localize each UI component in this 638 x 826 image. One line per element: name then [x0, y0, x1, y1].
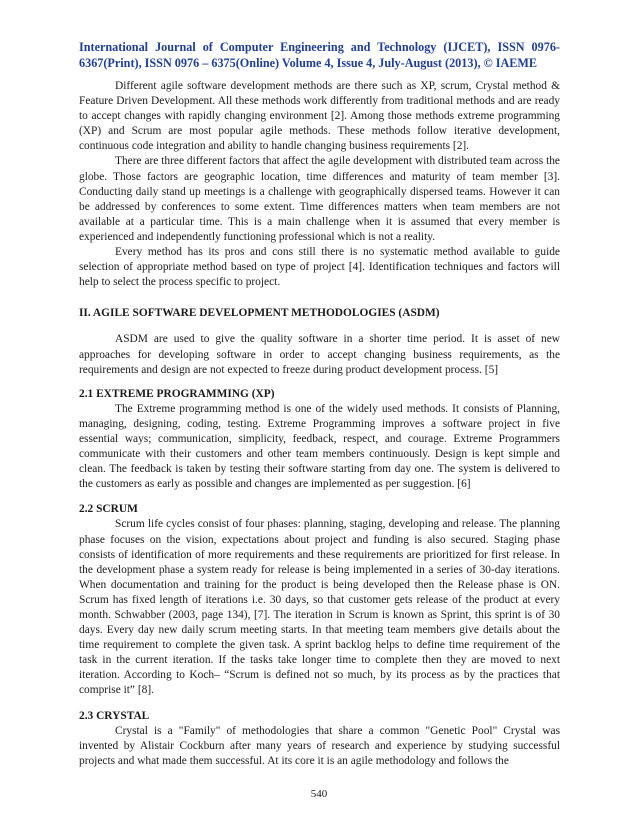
- intro-paragraph-2: There are three different factors that affect the agile development with distributed team across the globe. Those factors are geographic location, time differences and maturity of team member [3]. Conducting daily stand up meetings is a challenge with geographically dispersed teams. However it can be addressed by conferences to some extent. Time differences matters when team members are not available at a particular time. This is a main challenge when it is assumed that every member is experienced and independently functioning professional which is not a reality.: [79, 155, 560, 243]
- intro-paragraph-3: Every method has its pros and cons still there is no systematic method available to guide selection of appropriate method based on type of project [4]. Identification techniques and factors will help to select the process specific to project.: [79, 246, 560, 289]
- asdm-paragraph: ASDM are used to give the quality software in a shorter time period. It is asset of new approaches for developing software in order to accept changing business requirements, as the requirements and design are not expected to freeze during product development process. [5]: [79, 333, 560, 376]
- section-heading-asdm: II. AGILE SOFTWARE DEVELOPMENT METHODOLOGIES (ASDM): [79, 307, 440, 320]
- intro-paragraph-1: Different agile software development methods are there such as XP, scrum, Crystal method & Feature Driven Development. All these methods work differently from traditional methods and are ready to accept changes with rapidly changing environment [2]. Among those methods extreme programming (XP) and Scrum are most popular agile methods. These methods follow iterative development, continuous code integration and ability to handle changing business requirements [2].: [79, 80, 560, 153]
- subsection-heading-xp: 2.1 EXTREME PROGRAMMING (XP): [79, 387, 275, 400]
- scrum-paragraph: Scrum life cycles consist of four phases: planning, staging, developing and release. The planning phase focuses on the vision, expectations about project and funding is also secured. Staging phase consists of identification of more requirements and these requirements are prioritized for first release. In the development phase a system ready for release is being implemented in a series of 30-day iterations. When documentation and training for the product is being developed then the Release phase is ON. Scrum has fixed length of iterations i.e. 30 days, so that customer gets release of the product at every month. Schwabber (2003, page 134), [7]. The iteration in Scrum is known as Sprint, this sprint is of 30 days. Every day new daily scrum meeting starts. In that meeting team members give details about the time requirement to complete the given task. A sprint backlog helps to define time requirement of the task in the current iteration. If the tasks take longer time to complete then they are moved to next iteration. According to Koch– “Scrum is defined not so much, by its process as by the practices that comprise it” [8].: [79, 518, 560, 697]
- page-number: 540: [310, 788, 328, 800]
- journal-header: International Journal of Computer Engineering and Technology (IJCET), ISSN 0976-6367(Print), ISSN 0976 – 6375(Online) Volume 4, Issue 4, July-August (2013), © IAEME: [79, 40, 560, 70]
- subsection-heading-scrum: 2.2 SCRUM: [79, 503, 138, 516]
- crystal-paragraph: Crystal is a "Family" of methodologies that share a common "Genetic Pool" Crystal was invented by Alistair Cockburn after many years of research and experience by studying successful projects and what made them successful. At its core it is an agile methodology and follows the: [79, 724, 560, 767]
- xp-paragraph: The Extreme programming method is one of the widely used methods. It consists of Planning, managing, designing, coding, testing. Extreme Programming improves a software project in five essential ways; communication, simplicity, feedback, respect, and courage. Extreme Programmers communicate with their customers and other team members continuously. Design is kept simple and clean. The feedback is taken by testing their software starting from day one. The system is delivered to the customers as early as possible and changes are implemented as per suggestion. [6]: [79, 402, 560, 491]
- subsection-heading-crystal: 2.3 CRYSTAL: [79, 709, 150, 722]
